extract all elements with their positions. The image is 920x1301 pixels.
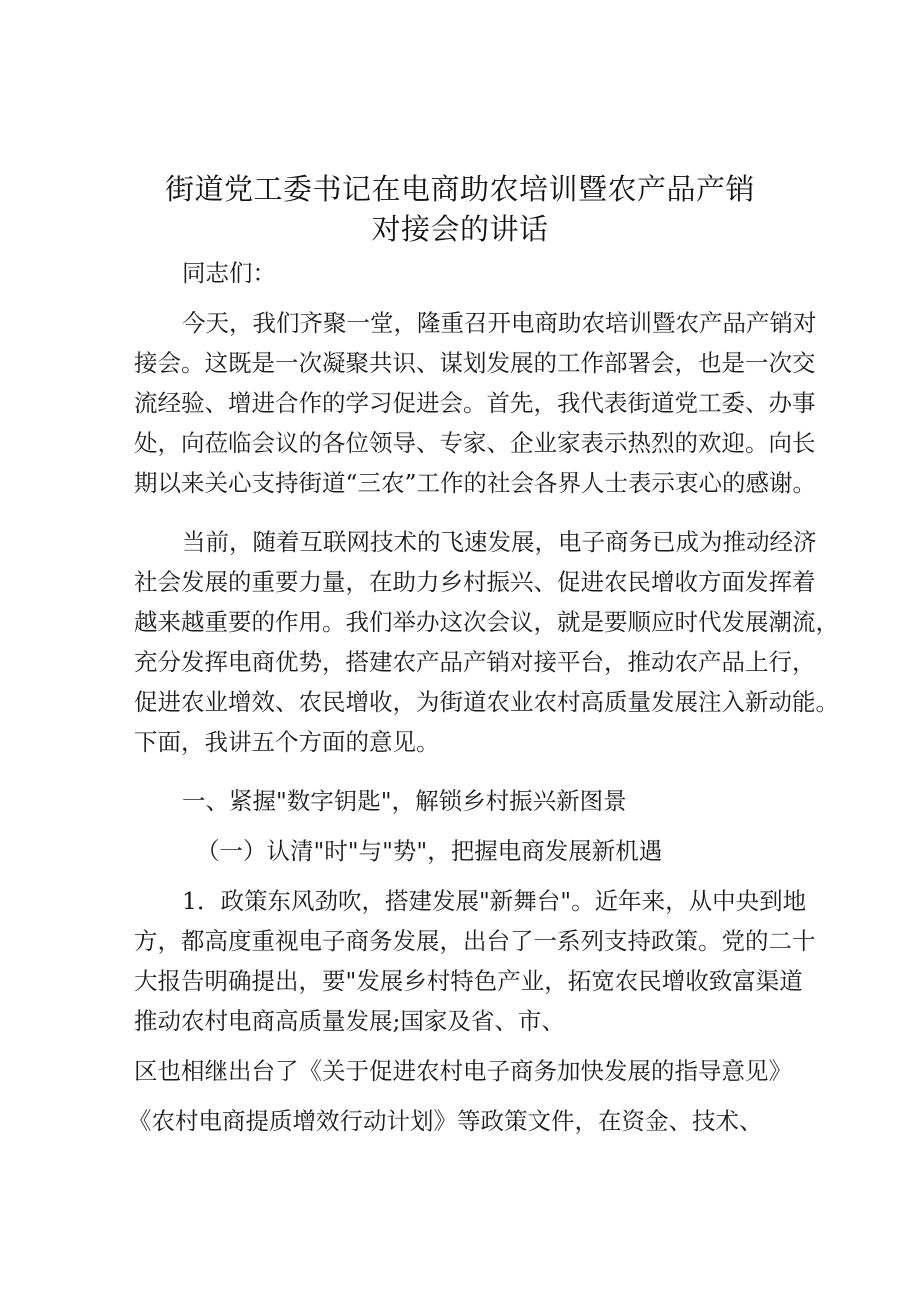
paragraph-2-line: 充分发挥电商优势，搭建农产品产销对接平台，推动农产品上行， (134, 648, 816, 676)
document-title-line-1: 街道党工委书记在电商助农培训暨农产品产销 (164, 172, 755, 206)
paragraph-2-line: 当前，随着互联网技术的飞速发展，电子商务已成为推动经济 (182, 528, 817, 556)
paragraph-3-line: 区也相继出台了《关于促进农村电子商务加快发展的指导意见》 (134, 1057, 792, 1085)
paragraph-2-line: 下面，我讲五个方面的意见。 (134, 728, 440, 756)
paragraph-3-line: 推动农村电商高质量发展;国家及省、市、 (134, 1007, 565, 1035)
paragraph-1-line: 流经验、增进合作的学习促进会。首先，我代表街道党工委、办事 (134, 389, 816, 417)
paragraph-3-line: 《农村电商提质增效行动计划》等政策文件，在资金、技术、 (128, 1107, 763, 1135)
paragraph-1-line: 接会。这既是一次凝聚共识、谋划发展的工作部署会，也是一次交 (134, 349, 816, 377)
paragraph-3-line: 方，都高度重视电子商务发展，出台了一系列支持政策。党的二十 (134, 927, 816, 955)
paragraph-3-line: 大报告明确提出，要"发展乡村特色产业，拓宽农民增收致富渠道 (134, 967, 803, 995)
paragraph-1-line: 处，向莅临会议的各位领导、专家、企业家表示热烈的欢迎。向长 (134, 429, 816, 457)
paragraph-2-line: 促进农业增效、农民增收，为街道农业农村高质量发展注入新动能。 (134, 688, 839, 716)
paragraph-2-line: 越来越重要的作用。我们举办这次会议，就是要顺应时代发展潮流， (134, 608, 839, 636)
paragraph-1-line: 期以来关心支持街道“三农”工作的社会各界人士表示衷心的感谢。 (134, 469, 817, 497)
paragraph-2-line: 社会发展的重要力量，在助力乡村振兴、促进农民增收方面发挥着 (134, 568, 816, 596)
document-title-line-2: 对接会的讲话 (371, 212, 549, 246)
section-heading-1: 一、紧握"数字钥匙"，解锁乡村振兴新图景 (182, 787, 627, 815)
paragraph-3-line: 1．政策东风劲吹，搭建发展"新舞台"。近年来，从中央到地 (182, 887, 807, 915)
salutation: 同志们： (182, 259, 276, 287)
paragraph-1-line: 今天，我们齐聚一堂，隆重召开电商助农培训暨农产品产销对 (182, 309, 817, 337)
subsection-heading-1: （一）认清"时"与"势"，把握电商发展新机遇 (196, 837, 663, 865)
